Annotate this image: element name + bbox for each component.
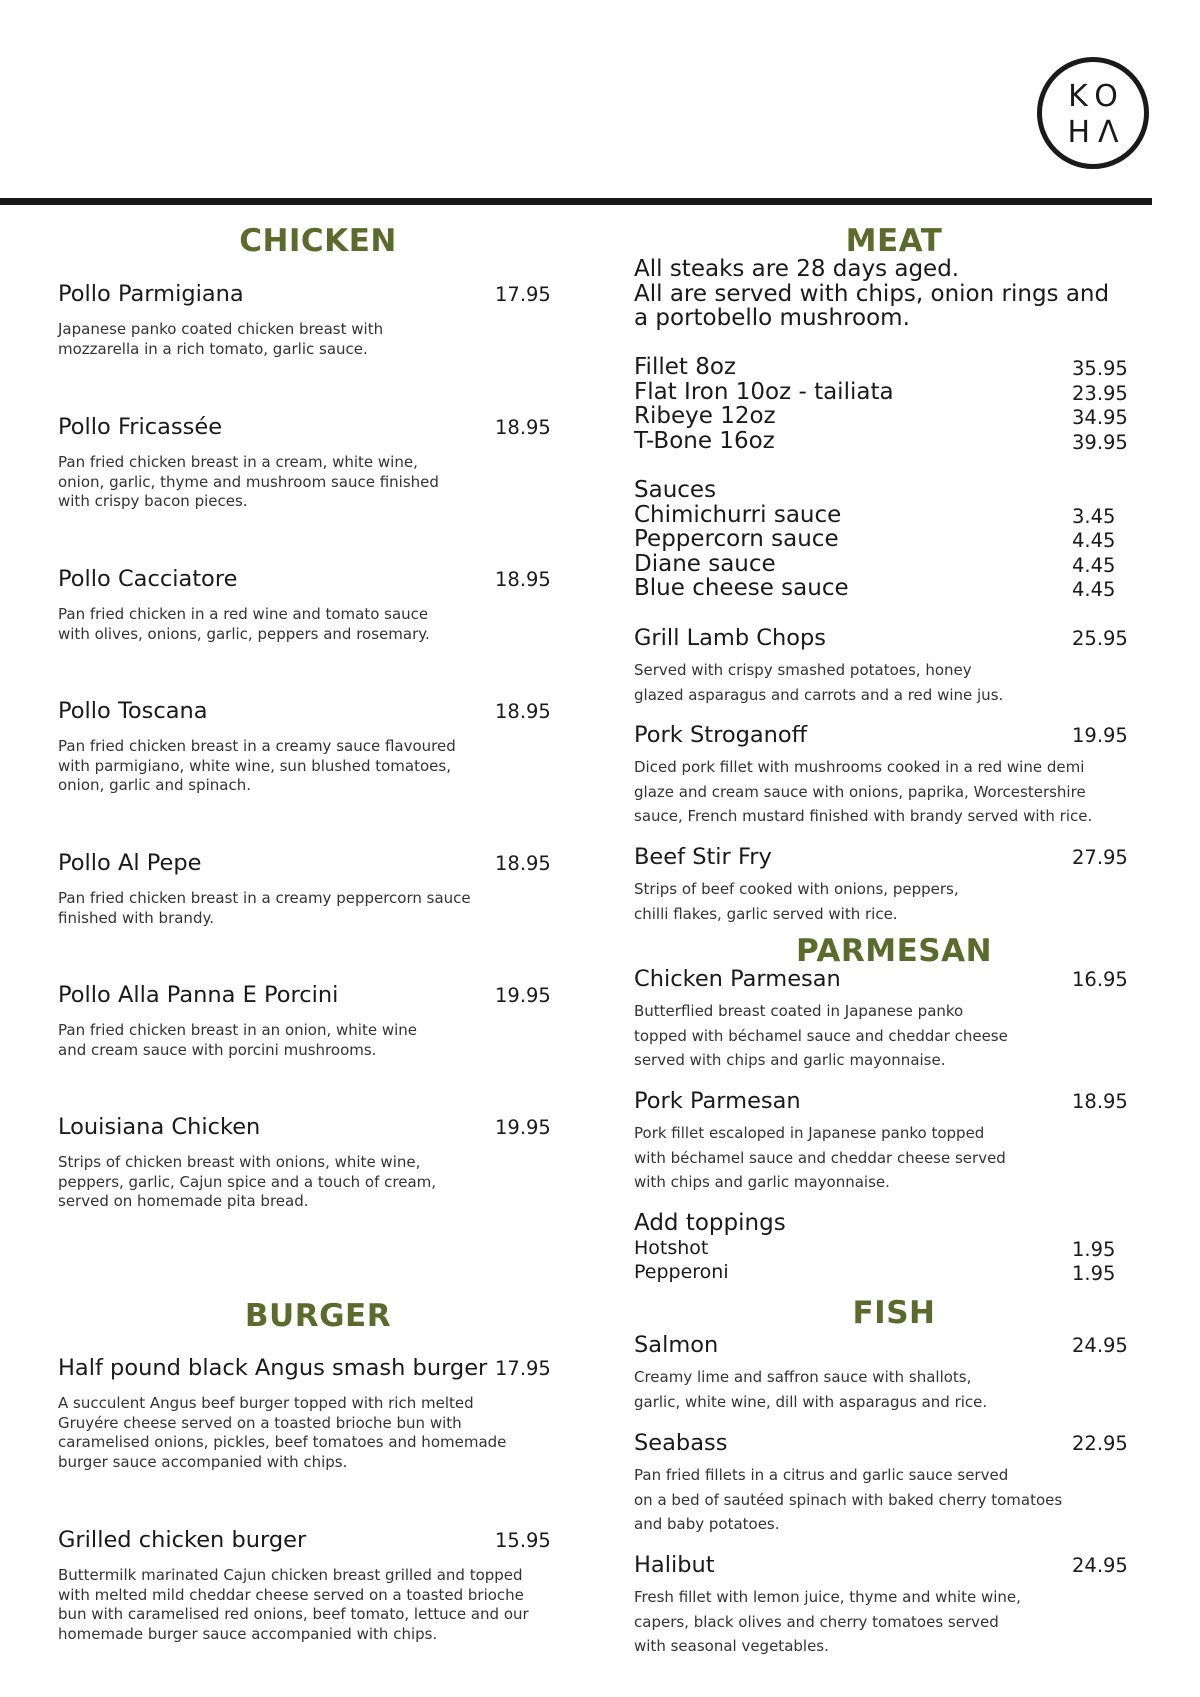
sauce-price: 4.45 (1072, 578, 1116, 601)
section-title-fish: FISH (852, 1295, 936, 1331)
menu-item (634, 1430, 1134, 1537)
menu-item (634, 966, 1134, 1073)
steak-price: 34.95 (1072, 406, 1128, 429)
item-name: Louisiana Chicken (58, 1114, 261, 1140)
item-price: 24.95 (1072, 1334, 1128, 1357)
item-price: 17.95 (495, 1357, 551, 1380)
item-name: Pollo Fricassée (58, 414, 223, 440)
sauce-price: 4.45 (1072, 529, 1116, 552)
item-description: Butterflied breast coated in Japanese panko topped with béchamel sauce and cheddar cheese served with chips and garlic mayonnaise. (634, 1002, 1008, 1069)
item-name: Pork Parmesan (634, 1088, 801, 1114)
menu-item (58, 850, 558, 928)
item-price: 22.95 (1072, 1432, 1128, 1455)
steak-price: 35.95 (1072, 357, 1128, 380)
item-price: 18.95 (495, 416, 551, 439)
steak-row (634, 380, 1134, 405)
logo-line-2: HΛ (1067, 115, 1127, 150)
sauce-name: Peppercorn sauce (634, 526, 839, 552)
item-description: Served with crispy smashed potatoes, honey glazed asparagus and carrots and a red wine jus. (634, 661, 1004, 704)
item-description: Strips of beef cooked with onions, peppers, chilli flakes, garlic served with rice. (634, 880, 959, 923)
section-title-chicken: CHICKEN (239, 223, 397, 259)
item-name: Pollo Alla Panna E Porcini (58, 982, 339, 1008)
menu-item (58, 1114, 558, 1212)
item-description: Pan fried chicken in a red wine and tomato sauce with olives, onions, garlic, peppers and rosemary. (58, 605, 430, 643)
item-name: Seabass (634, 1430, 728, 1456)
header-divider (0, 198, 1152, 205)
steak-list (634, 355, 1134, 453)
steak-row (634, 355, 1134, 380)
item-name: Grilled chicken burger (58, 1527, 307, 1553)
item-description: Diced pork fillet with mushrooms cooked in a red wine demi glaze and cream sauce with onions, paprika, Worcestershire sauce, French mustard finished with brandy served with rice. (634, 758, 1093, 825)
sauce-price: 3.45 (1072, 504, 1116, 528)
item-price: 24.95 (1072, 1554, 1128, 1577)
steak-price: 23.95 (1072, 381, 1128, 405)
item-description: Buttermilk marinated Cajun chicken breast grilled and topped with melted mild cheddar cheese served on a toasted brioche bun with caramelised red onions, beef tomato, lettuce and our homemade burger sauce accompanied with chips. (58, 1566, 529, 1643)
menu-item (58, 982, 558, 1060)
topping-name: Hotshot (634, 1236, 709, 1259)
sauce-row (634, 527, 1134, 552)
item-description: Pan fried chicken breast in an onion, white wine and cream sauce with porcini mushrooms. (58, 1021, 418, 1059)
item-price: 19.95 (495, 984, 551, 1007)
item-description: Pan fried fillets in a citrus and garlic sauce served on a bed of sautéed spinach with baked cherry tomatoes and baby potatoes. (634, 1466, 1063, 1533)
item-price: 15.95 (495, 1529, 551, 1552)
menu-item (58, 698, 558, 796)
item-name: Pollo Parmigiana (58, 281, 244, 307)
sauce-name: Chimichurri sauce (634, 501, 842, 528)
steak-price: 39.95 (1072, 430, 1128, 454)
item-description: Japanese panko coated chicken breast with mozzarella in a rich tomato, garlic sauce. (58, 320, 384, 358)
topping-name: Pepperoni (634, 1261, 729, 1283)
sauce-name: Diane sauce (634, 550, 776, 577)
menu-item (634, 1088, 1134, 1195)
item-description: Fresh fillet with lemon juice, thyme and white wine, capers, black olives and cherry tomatoes served with seasonal vegetables. (634, 1588, 1021, 1655)
steak-row (634, 404, 1134, 429)
item-price: 18.95 (1072, 1090, 1128, 1113)
item-description: Strips of chicken breast with onions, white wine, peppers, garlic, Cajun spice and a touch of cream, served on homemade pita bread. (58, 1153, 437, 1210)
section-title-meat: MEAT (845, 223, 943, 259)
koha-logo (1037, 57, 1149, 169)
steak-name: Ribeye 12oz (634, 403, 776, 429)
item-name: Pollo Cacciatore (58, 566, 238, 592)
steak-name: Flat Iron 10oz - tailiata (634, 378, 894, 405)
menu-item (634, 1552, 1134, 1659)
steak-name: T-Bone 16oz (634, 427, 775, 454)
sauce-price: 4.45 (1072, 553, 1116, 577)
item-name: Half pound black Angus smash burger (58, 1355, 488, 1381)
menu-item (58, 281, 558, 359)
item-price: 18.95 (495, 852, 551, 875)
item-name: Grill Lamb Chops (634, 625, 827, 651)
item-name: Halibut (634, 1552, 715, 1578)
item-description: Pan fried chicken breast in a creamy peppercorn sauce finished with brandy. (58, 889, 471, 927)
menu-item (634, 844, 1134, 926)
sauce-row (634, 503, 1134, 528)
logo-line-1: KO (1068, 79, 1126, 114)
topping-row (634, 1260, 1134, 1285)
sauce-list (634, 478, 1134, 601)
item-price: 17.95 (495, 283, 551, 306)
item-name: Pollo Al Pepe (58, 850, 202, 876)
item-price: 27.95 (1072, 846, 1128, 869)
item-name: Salmon (634, 1332, 719, 1358)
steak-row (634, 429, 1134, 454)
topping-row (634, 1236, 1134, 1261)
sauce-row (634, 552, 1134, 577)
toppings-list (634, 1211, 1134, 1285)
menu-item (634, 1332, 1134, 1414)
menu-item (58, 1527, 558, 1644)
steak-note: All steaks are 28 days aged. All are served with chips, onion rings and a portobello mushroom. (634, 256, 1110, 331)
item-description: Pan fried chicken breast in a creamy sauce flavoured with parmigiano, white wine, sun blushed tomatoes, onion, garlic and spinach. (58, 737, 456, 794)
menu-item (58, 566, 558, 644)
item-name: Pollo Toscana (58, 698, 208, 724)
item-price: 25.95 (1072, 627, 1128, 650)
menu-item (58, 414, 558, 512)
item-description: Pan fried chicken breast in a cream, white wine, onion, garlic, thyme and mushroom sauce finished with crispy bacon pieces. (58, 453, 439, 510)
toppings-heading: Add toppings (634, 1210, 786, 1236)
menu-item (634, 722, 1134, 829)
item-name: Chicken Parmesan (634, 966, 841, 992)
item-price: 19.95 (495, 1116, 551, 1139)
item-description: Creamy lime and saffron sauce with shallots, garlic, white wine, dill with asparagus and rice. (634, 1368, 988, 1411)
steak-name: Fillet 8oz (634, 354, 736, 380)
item-description: A succulent Angus beef burger topped with rich melted Gruyére cheese served on a toasted brioche bun with caramelised onions, pickles, beef tomatoes and homemade burger sauce accompanied with chips. (58, 1394, 507, 1471)
menu-item (58, 1355, 558, 1472)
item-price: 18.95 (495, 568, 551, 591)
item-price: 18.95 (495, 700, 551, 723)
item-name: Beef Stir Fry (634, 844, 772, 870)
item-name: Pork Stroganoff (634, 722, 808, 748)
item-price: 19.95 (1072, 724, 1128, 747)
sauces-heading: Sauces (634, 477, 717, 503)
section-title-parmesan: PARMESAN (795, 933, 993, 969)
sauce-row (634, 576, 1134, 601)
item-price: 16.95 (1072, 968, 1128, 991)
item-description: Pork fillet escaloped in Japanese panko topped with béchamel sauce and cheddar cheese served with chips and garlic mayonnaise. (634, 1124, 1006, 1191)
section-title-burger: BURGER (244, 1298, 392, 1334)
sauce-name: Blue cheese sauce (634, 575, 849, 601)
menu-item (634, 625, 1134, 707)
topping-price: 1.95 (1072, 1237, 1116, 1261)
topping-price: 1.95 (1072, 1262, 1116, 1285)
